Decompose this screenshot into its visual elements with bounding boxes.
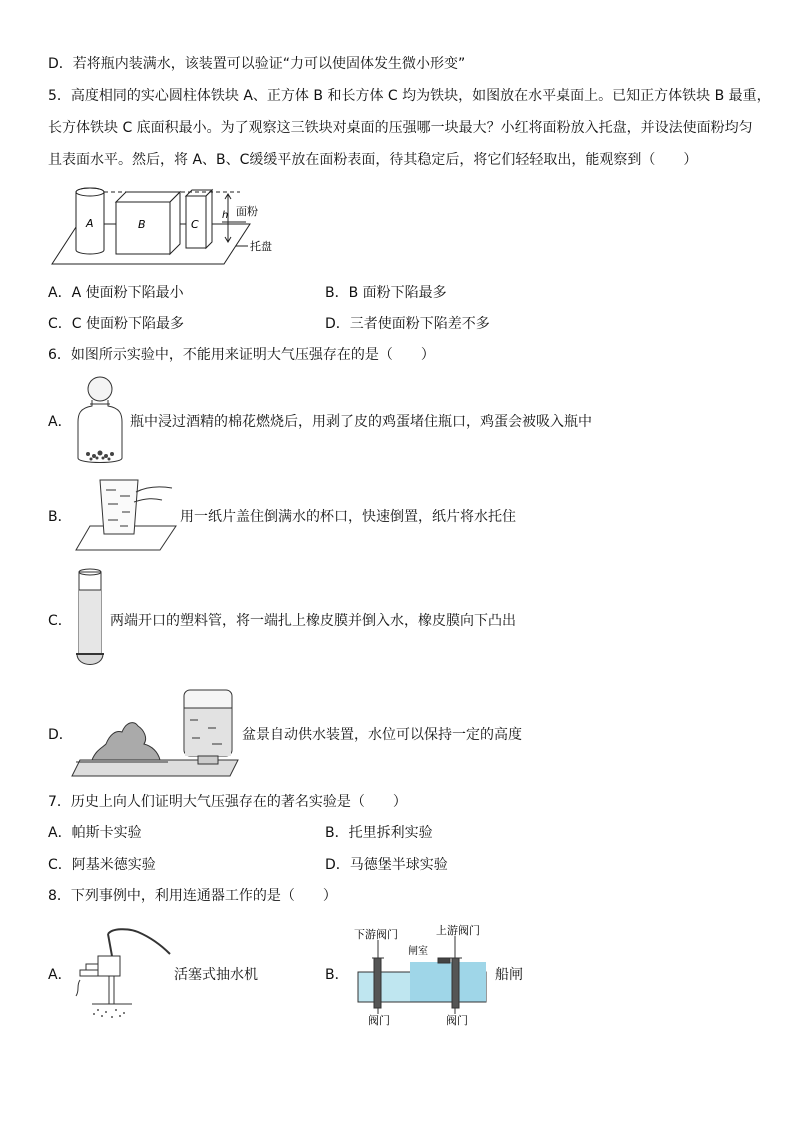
label-c: C [191, 218, 199, 231]
q7-option-b: B．托里拆利实验 [325, 825, 433, 841]
piston-pump-figure [72, 924, 172, 1020]
label-downstream-valve: 下游阀门 [354, 928, 398, 941]
label-valve-left: 阀门 [368, 1014, 390, 1027]
q8-option-a-text: 活塞式抽水机 [174, 967, 258, 983]
q5-stem-line1: 5．高度相同的实心圆柱体铁块 A、正方体 B 和长方体 C 均为铁块，如图放在水平桌面上。已知正方体铁块 B 最重， [48, 88, 771, 104]
q7-stem: 7．历史上向人们证明大气压强存在的著名实验是（ ） [48, 794, 407, 810]
q6-option-d-text: 盆景自动供水装置，水位可以保持一定的高度 [242, 727, 522, 743]
label-tray: 托盘 [250, 240, 272, 253]
q5-option-c: C．C 使面粉下陷最多 [48, 316, 185, 332]
q7-option-a: A．帕斯卡实验 [48, 825, 142, 841]
label-lock-chamber: 闸室 [408, 946, 428, 957]
q7-option-d: D．马德堡半球实验 [325, 857, 448, 873]
q6-option-b-label: B． [48, 509, 72, 525]
q5-stem-line2: 长方体铁块 C 底面积最小。为了观察这三铁块对桌面的压强哪一块最大？小红将面粉放入托盘，并设法使面粉均匀 [48, 120, 753, 136]
egg-bottle-figure [72, 374, 128, 468]
q6-option-a-text: 瓶中浸过酒精的棉花燃烧后，用剥了皮的鸡蛋堵住瓶口，鸡蛋会被吸入瓶中 [130, 414, 592, 430]
q6-option-a-label: A． [48, 414, 72, 430]
bonsai-water-supply-figure [72, 688, 238, 780]
label-h: h [222, 210, 229, 221]
q8-stem: 8．下列事例中，利用连通器工作的是（ ） [48, 888, 337, 904]
label-valve-right: 阀门 [446, 1014, 468, 1027]
q6-stem: 6．如图所示实验中，不能用来证明大气压强存在的是（ ） [48, 347, 435, 363]
q4-option-d: D．若将瓶内装满水，该装置可以验证“力可以使固体发生微小形变” [48, 56, 466, 72]
q8-option-a-label: A． [48, 967, 72, 983]
label-flour: 面粉 [236, 205, 258, 218]
q6-option-b-text: 用一纸片盖住倒满水的杯口，快速倒置，纸片将水托住 [180, 509, 516, 525]
label-upstream-valve: 上游阀门 [436, 924, 480, 937]
label-a: A [86, 217, 94, 230]
q7-option-c: C．阿基米德实验 [48, 857, 156, 873]
q5-option-d: D．三者使面粉下陷差不多 [325, 316, 490, 332]
plastic-tube-figure [72, 568, 108, 672]
q8-option-b-label: B． [325, 967, 349, 983]
q6-option-d-label: D． [48, 727, 73, 743]
q5-option-a: A．A 使面粉下陷最小 [48, 285, 184, 301]
q6-option-c-text: 两端开口的塑料管，将一端扎上橡皮膜并倒入水，橡皮膜向下凸出 [110, 613, 516, 629]
q8-option-b-text: 船闸 [495, 967, 523, 983]
inverted-cup-figure [76, 476, 176, 552]
ship-lock-figure [350, 922, 490, 1026]
label-b: B [138, 218, 146, 231]
q5-stem-line3: 且表面水平。然后，将 A、B、C缓缓平放在面粉表面，待其稳定后，将它们轻轻取出，能观察到（ ） [48, 152, 698, 168]
q5-iron-blocks-figure [50, 182, 290, 272]
q6-option-c-label: C． [48, 613, 72, 629]
q5-option-b: B．B 面粉下陷最多 [325, 285, 447, 301]
